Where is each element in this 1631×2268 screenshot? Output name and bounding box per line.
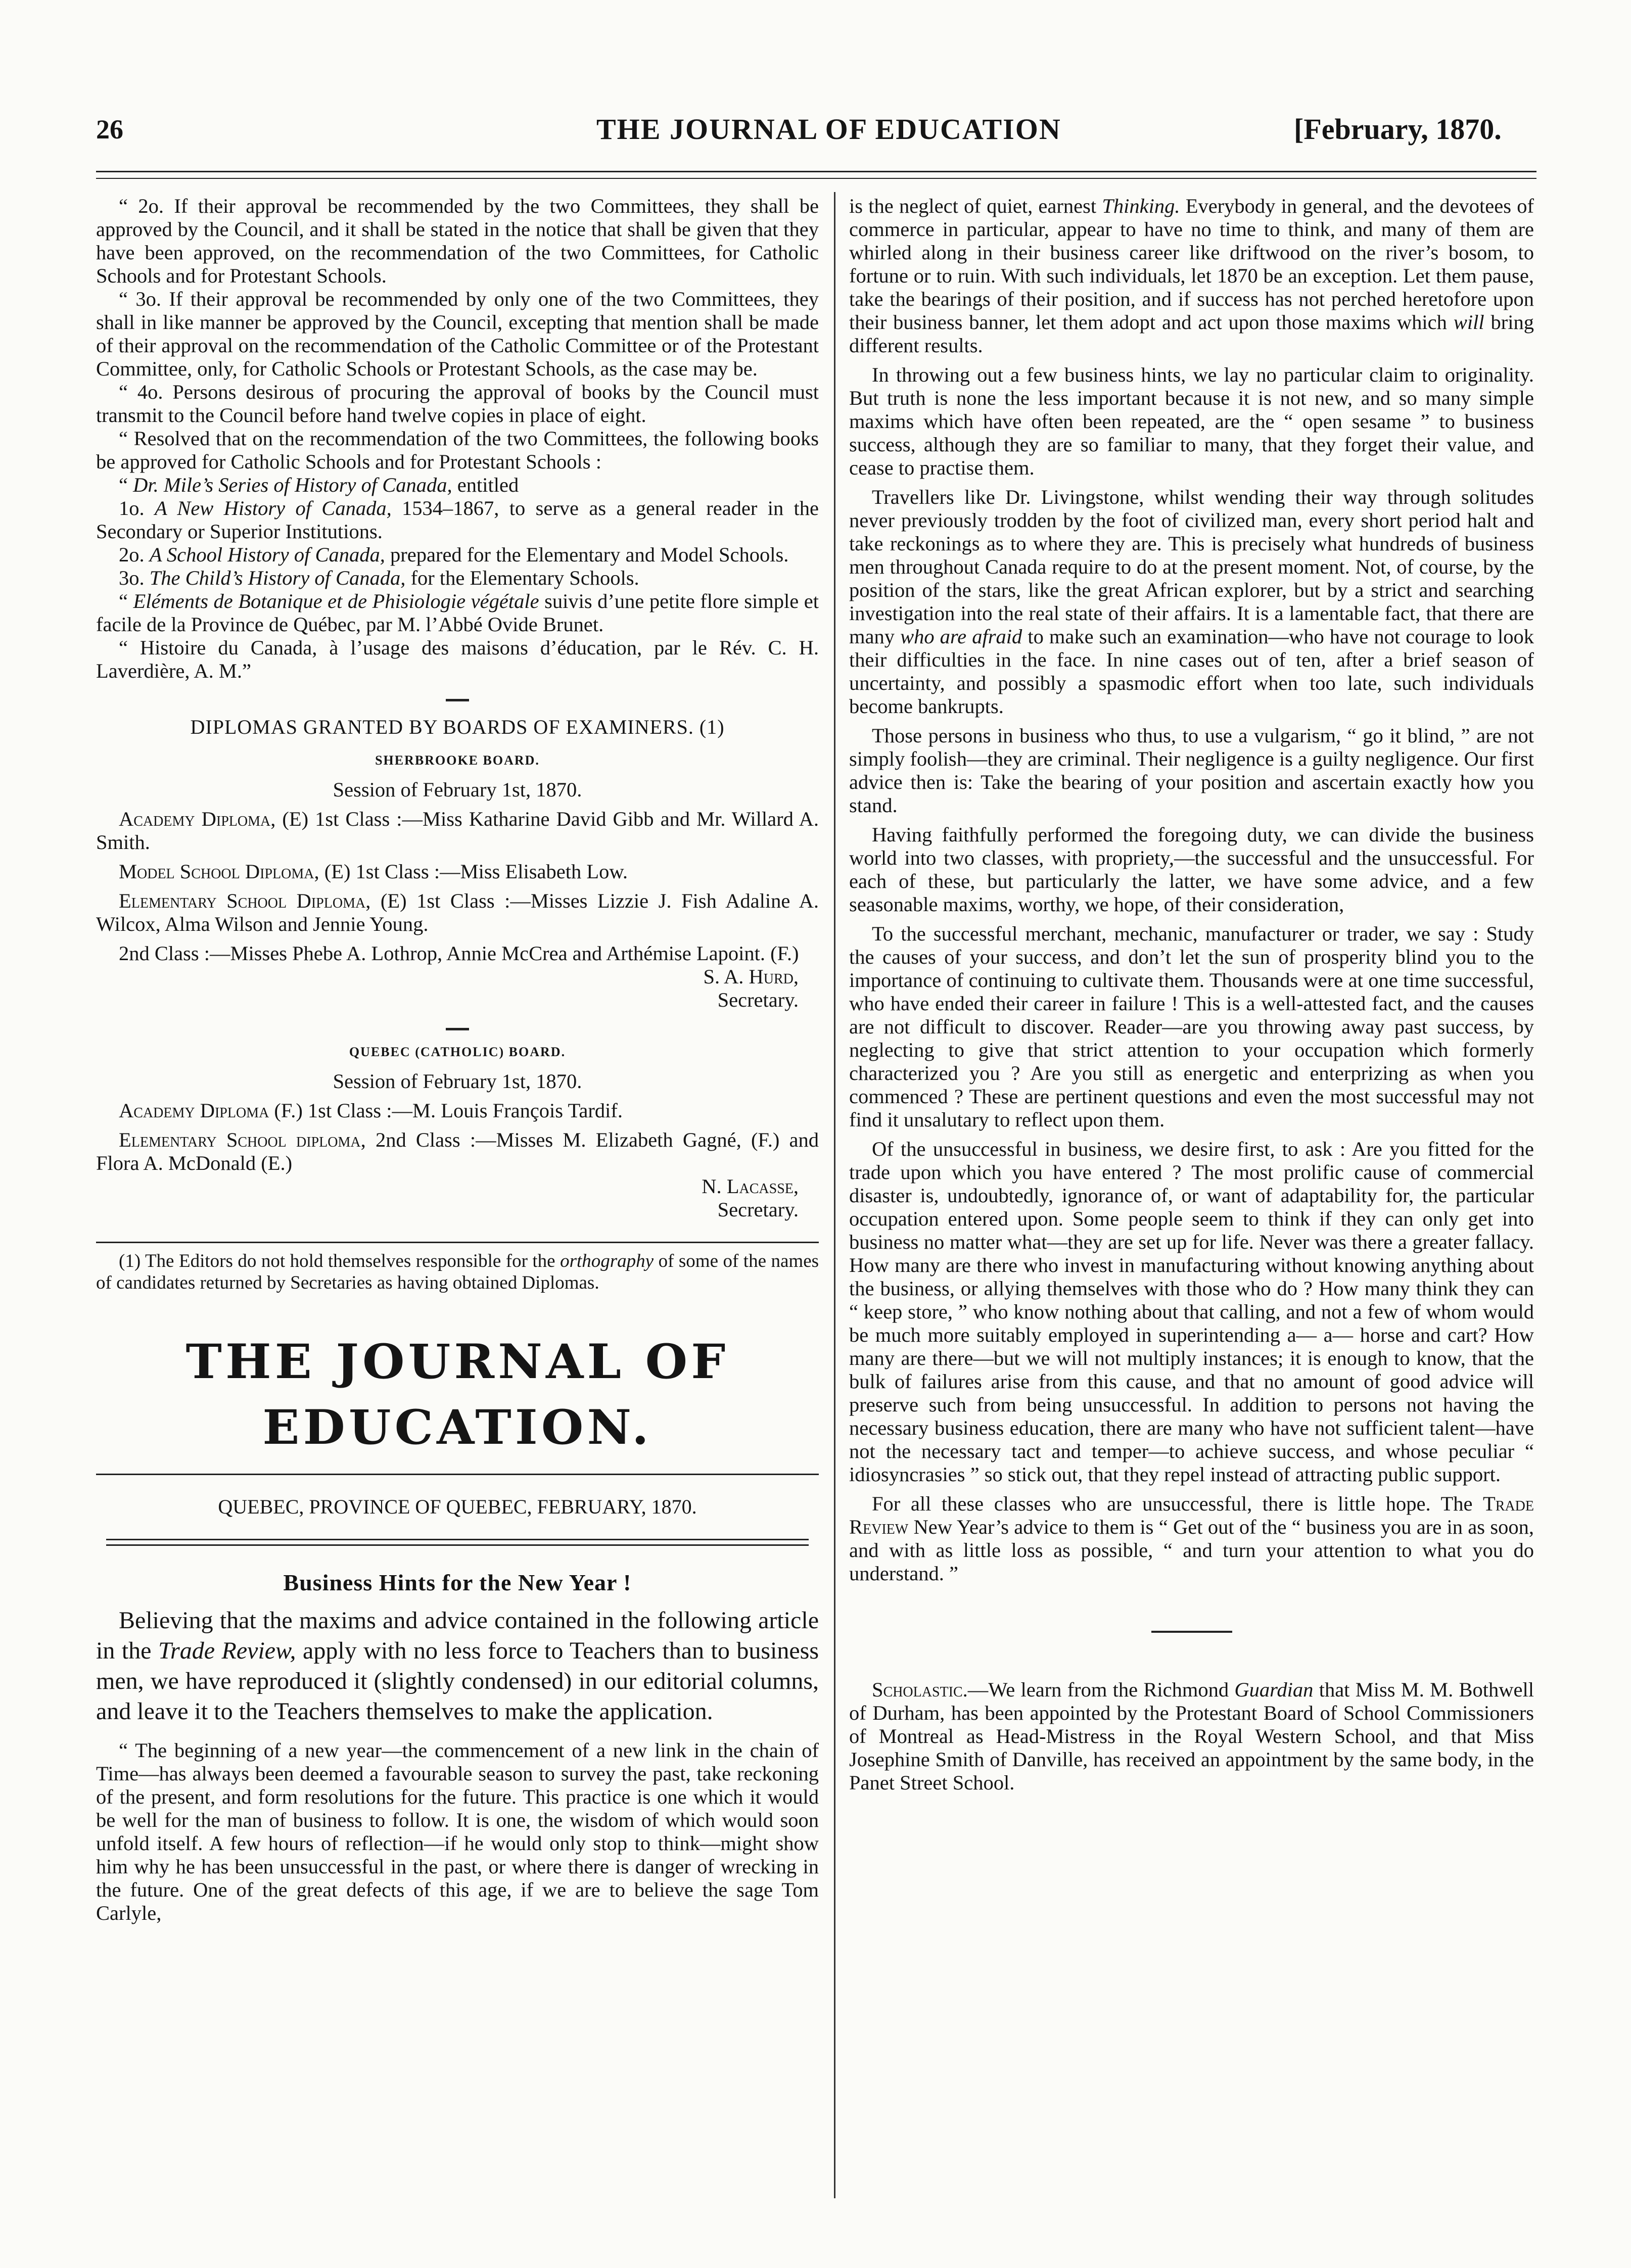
sherbrooke-second-class: 2nd Class :—Misses Phebe A. Lothrop, Annie McCrea and Arthémise Lapoint. (F.)	[119, 942, 799, 965]
quebec-board-heading: QUEBEC (CATHOLIC) BOARD.	[349, 1045, 566, 1059]
section-dash	[446, 699, 469, 701]
page-header	[0, 0, 1631, 182]
running-date: [February, 1870.	[1294, 113, 1502, 146]
regulation-4: “ 4o. Persons desirous of procuring the approval of books by the Council must transmit to the Council before hand twelve copies in place of eight.	[96, 381, 819, 427]
sherbrooke-signature-name: S. A. Hurd,	[703, 965, 799, 988]
quebec-signature-name: N. Lacasse,	[702, 1175, 799, 1198]
book-botanique: “ Eléments de Botanique et de Phisiologie végétale suivis d’une petite flore simple et facile de la Province de Québec, par M. l’Abbé Ovide Brunet.	[96, 590, 819, 636]
section-dash	[446, 1028, 469, 1030]
masthead: THE JOURNAL OF EDUCATION.	[185, 1334, 729, 1455]
article-paragraph-5: Those persons in business who thus, to use a vulgarism, “ go it blind, ” are not simply foolish—they are criminal. Their negligence is a guilty negligence. Our first advice then is: Take the bearing of your position and ascertain exactly how you stand.	[849, 724, 1534, 817]
section-rule	[1151, 1631, 1232, 1633]
page-number: 26	[96, 114, 123, 145]
quebec-signature-title: Secretary.	[717, 1198, 799, 1221]
running-title: THE JOURNAL OF EDUCATION	[596, 113, 1061, 146]
sherbrooke-elementary: Elementary School Diploma, (E) 1st Class :—Misses Lizzie J. Fish Adaline A. Wilcox, Alma Wilson and Jennie Young.	[96, 889, 819, 935]
resolution: “ Resolved that on the recommendation of the two Committees, the following books be approved for Catholic Schools and for Protestant Schools :	[96, 427, 819, 473]
article-paragraph-7: To the successful merchant, mechanic, manufacturer or trader, we say : Study the causes of your success, and don’t let the sun of prosperity blind you to the importance of continuing to cultivate them. Thousands were at one time successful, who have ended their career in failure ! This is a well-attested fact, and the causes are not difficult to discover. Reader—are you throwing away past success, by neglecting to give that strict attention to your occupation which formerly characterized you ? Are you still as energetic and enterprizing as when you commenced ? These are pertinent questions and even the most successful may not find it unsalutary to reflect upon them.	[849, 922, 1534, 1131]
book-botanique-title: Eléments de Botanique et de Phisiologie végétale	[133, 590, 539, 612]
regulation-2: “ 2o. If their approval be recommended by the two Committees, they shall be approved by the Council, and it shall be stated in the notice that shall be given that they have been approved, on the recommendation of the two Committees, for Catholic Schools and for Protestant Schools.	[96, 195, 819, 287]
article-paragraph-9: For all these classes who are unsuccessful, there is little hope. The Trade Review New Year’s advice to them is “ Get out of the “ business you are in as soon, and with as little loss as possible, “ and turn your attention to what you do understand. ”	[849, 1492, 1534, 1585]
sherbrooke-signature-title: Secretary.	[717, 988, 799, 1011]
quebec-elementary: Elementary School diploma, 2nd Class :—Misses M. Elizabeth Gagné, (F.) and Flora A. McDonald (E.)	[96, 1128, 819, 1174]
scholastic-notice: Scholastic.—We learn from the Richmond Guardian that Miss M. M. Bothwell of Durham, has been appointed by the Protestant Board of School Commissioners of Montreal as Head-Mistress in the Royal Western School, and that Miss Josephine Smith of Danville, has received an appointment by the same body, in the Panet Street School.	[849, 1678, 1534, 1794]
dateline: QUEBEC, PROVINCE OF QUEBEC, FEBRUARY, 1870.	[218, 1495, 697, 1518]
masthead-block	[96, 1329, 819, 1546]
exam-heading: DIPLOMAS GRANTED BY BOARDS OF EXAMINERS. (1)	[190, 716, 725, 738]
left-column	[96, 195, 819, 1925]
header-rule-top	[96, 171, 1536, 172]
column-divider	[834, 192, 835, 2198]
article-title: Business Hints for the New Year !	[283, 1570, 632, 1595]
article-paragraph-1: “ The beginning of a new year—the commencement of a new link in the chain of Time—has always been deemed a favourable season to survey the past, take reckoning of the present, and form resolutions for the future. This practice is one which it would be well for the man of business to follow. It is one, the wisdom of which would soon unfold itself. A few hours of reflection—if he would only stop to think—might show him why he has been unsuccessful in the past, or where there is danger of wrecking in the future. One of the great defects of this age, if we are to believe the sage Tom Carlyle,	[96, 1739, 819, 1924]
quebec-session: Session of February 1st, 1870.	[333, 1070, 582, 1093]
article-paragraph-8: Of the unsuccessful in business, we desire first, to ask : Are you fitted for the trade upon which you have entered ? The most prolific cause of commercial disaster is, undoubtedly, ignorance of, or want of adaptability for, the particular occupation entered upon. Some people seem to think if they can only get into business no matter what—they are set up for life. Never was there a greater fallacy. How many are there who invest in manufacturing without knowing anything about the business, or allying themselves with those who do ? How many think they can “ keep store, ” who know nothing about that calling, and not a few of whom would be much more suitably employed in superintending a— a— horse and cart? How many are there—but we will not multiply instances; it is enough to know, that the bulk of failures arise from this cause, and that no amount of good advice will preserve such from being unsuccessful. In addition to persons not having the necessary business education, there are many who have not sufficient talent—have not the necessary tact and temper—to achieve success, and whose peculiar “ idiosyncrasies ” so stick out, that they repel instead of attracting public support.	[849, 1138, 1534, 1486]
article-lead: Believing that the maxims and advice contained in the following article in the Trade Review, apply with no less force to Teachers than to business men, we have reproduced it (slightly condensed) in our editorial columns, and leave it to the Teachers themselves to make the application.	[96, 1607, 819, 1725]
article-paragraph-6: Having faithfully performed the foregoing duty, we can divide the business world into two classes, with propriety,—the successful and the unsuccessful. For each of these, but particularly the latter, we have some advice, and a few seasonable maxims, worthy, we hope, of their consideration,	[849, 823, 1534, 916]
book-3: 3o. The Child’s History of Canada, for the Elementary Schools.	[119, 566, 639, 589]
sherbrooke-model: Model School Diploma, (E) 1st Class :—Miss Elisabeth Low.	[119, 860, 628, 883]
book-2: 2o. A School History of Canada, prepared for the Elementary and Model Schools.	[119, 543, 789, 566]
header-rule-bottom	[96, 178, 1536, 179]
book-series: “ Dr. Mile’s Series of History of Canada, entitled	[119, 474, 519, 496]
dateline-double-rule	[106, 1539, 809, 1546]
book-2-title: A School History of Canada,	[149, 543, 385, 566]
book-3-title: The Child’s History of Canada,	[149, 566, 406, 589]
book-histoire: “ Histoire du Canada, à l’usage des maisons d’éducation, par le Rév. C. H. Laverdière, A. M.”	[96, 636, 819, 682]
article-paragraph-2: is the neglect of quiet, earnest Thinking. Everybody in general, and the devotees of commerce in particular, appear to have no time to think, and many of them are whirled along in their business career like driftwood on the river’s bosom, to fortune or to ruin. With such individuals, let 1870 be an exception. Let them pause, take the bearings of their position, and if success has not perched heretofore upon their business banner, let them adopt and act upon those maxims which will bring different results.	[849, 195, 1534, 357]
footnote-rule	[96, 1242, 819, 1243]
sherbrooke-board-heading: SHERBROOKE BOARD.	[375, 753, 540, 768]
book-series-title: Dr. Mile’s Series of History of Canada,	[133, 474, 452, 496]
sherbrooke-session: Session of February 1st, 1870.	[333, 778, 582, 801]
book-1-title: A New History of Canada,	[154, 497, 392, 519]
article-paragraph-4: Travellers like Dr. Livingstone, whilst wending their way through solitudes never previously trodden by the foot of civilized man, every short period halt and take reckonings as to where they are. This is precisely what hundreds of business men throughout Canada require to do at the present moment. Not, of course, by the position of the stars, like the great African explorer, but by a strict and searching investigation into the real state of their affairs. It is a lamentable fact, that there are many who are afraid to make such an examination—who have not courage to look their difficulties in the face. In nine cases out of ten, after a brief season of uncertainty, and possibly a spasmodic effort when too late, such individuals become bankrupts.	[849, 486, 1534, 718]
footnote: (1) The Editors do not hold themselves responsible for the orthography of some of the names of candidates returned by Secretaries as having obtained Diplomas.	[96, 1251, 819, 1293]
article-paragraph-3: In throwing out a few business hints, we lay no particular claim to originality. But truth is none the less important because it is not new, and so many simple maxims which have often been repeated, are the “ open sesame ” to business success, although they are so familiar to many, that they forget their value, and cease to practise them.	[849, 363, 1534, 479]
regulation-3: “ 3o. If their approval be recommended by only one of the two Committees, they shall in like manner be approved by the Council, excepting that mention shall be made of their approval on the recommendation of the Catholic Committee or of the Protestant Committee, only, for Catholic Schools or Protestant Schools, as the case may be.	[96, 288, 819, 380]
sherbrooke-academy: Academy Diploma, (E) 1st Class :—Miss Katharine David Gibb and Mr. Willard A. Smith.	[96, 808, 819, 854]
quebec-academy: Academy Diploma (F.) 1st Class :—M. Louis François Tardif.	[119, 1099, 623, 1122]
masthead-rule	[96, 1474, 819, 1475]
book-1: 1o. A New History of Canada, 1534–1867, to serve as a general reader in the Secondary or Superior Institutions.	[96, 497, 819, 543]
right-column	[849, 195, 1534, 1794]
